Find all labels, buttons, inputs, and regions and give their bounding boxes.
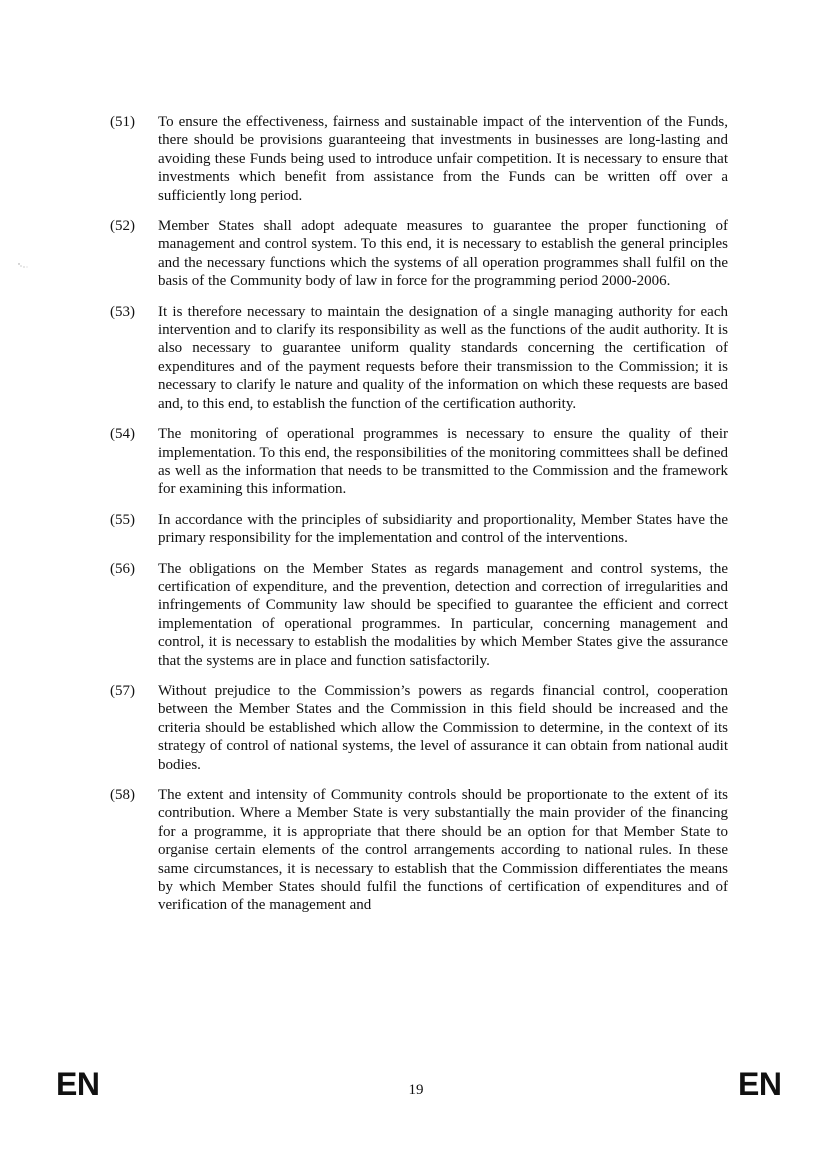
footer-language-left: EN <box>56 1066 100 1102</box>
paragraph-text: It is therefore necessary to maintain the designation of a single managing authority for each intervention and to clarify its responsibility as well as the functions of the audit authority. It is also necessary to guarantee uniform quality standards concerning the certification of expenditures and of the payment requests before their transmission to the Commission; it is necessary to clarify le nature and quality of the information on which these requests are based and, to this end, to establish the function of the certification authority. <box>158 303 728 412</box>
paragraph-56 <box>110 560 728 670</box>
paragraph-text: Member States shall adopt adequate measures to guarantee the proper functioning of management and control system. To this end, it is necessary to establish the general principles and the necessary functions which the systems of all operation programmes shall fulfil on the basis of the Community body of law in force for the programming period 2000-2006. <box>158 218 728 290</box>
paragraph-number: (55) <box>110 511 135 528</box>
page-number: 19 <box>408 1082 424 1098</box>
paragraph-52 <box>110 217 728 291</box>
footer-language-right: EN <box>738 1066 782 1102</box>
document-body <box>110 113 728 927</box>
paragraph-text: The obligations on the Member States as regards management and control systems, the certification of expenditure, and the prevention, detection and correction of irregularities and infringements of Community law should be specified to guarantee the efficient and correct implementation of operational programmes. In particular, concerning management and control, it is necessary to establish the modalities by which Member States give the assurance that the systems are in place and function satisfactorily. <box>158 560 728 669</box>
paragraph-number: (56) <box>110 560 135 577</box>
paragraph-number: (57) <box>110 682 135 699</box>
paragraph-text: In accordance with the principles of subsidiarity and proportionality, Member States have the primary responsibility for the implementation and control of the interventions. <box>158 511 728 547</box>
paragraph-57 <box>110 682 728 774</box>
paragraph-text: Without prejudice to the Commission’s powers as regards financial control, cooperation between the Member States and the Commission in this field should be increased and the criteria should be established which allow the Commission to determine, in the context of its strategy of control of national systems, the level of assurance it can obtain from national audit bodies. <box>158 682 728 773</box>
scan-artifact-mark <box>16 258 32 276</box>
paragraph-text: The monitoring of operational programmes is necessary to ensure the quality of their implementation. To this end, the responsibilities of the monitoring committees shall be defined as well as the information that needs to be transmitted to the Commission and the framework for examining this information. <box>158 426 728 498</box>
paragraph-number: (52) <box>110 218 135 235</box>
paragraph-text: To ensure the effectiveness, fairness and sustainable impact of the intervention of the Funds, there should be provisions guaranteeing that investments in businesses are long-lasting and avoiding these Funds being used to introduce unfair competition. It is necessary to ensure that investments which benefit from assistance from the Funds can be written off over a sufficiently long period. <box>158 114 728 204</box>
paragraph-51 <box>110 113 728 205</box>
paragraph-number: (51) <box>110 114 135 130</box>
paragraph-53 <box>110 303 728 413</box>
paragraph-54 <box>110 425 728 499</box>
paragraph-number: (53) <box>110 303 135 320</box>
paragraph-number: (54) <box>110 426 135 443</box>
paragraph-58 <box>110 786 728 915</box>
paragraph-text: The extent and intensity of Community controls should be proportionate to the extent of its contribution. Where a Member State is very substantially the main provider of the financing for a programme, it is appropriate that there should be an option for that Member State to organise certain elements of the control arrangements according to national rules. In these same circumstances, it is necessary to establish that the Commission differentiates the means by which Member States should fulfil the functions of certification of expenditures and of verification of the management and <box>158 787 728 914</box>
paragraph-55 <box>110 511 728 548</box>
paragraph-number: (58) <box>110 787 135 803</box>
